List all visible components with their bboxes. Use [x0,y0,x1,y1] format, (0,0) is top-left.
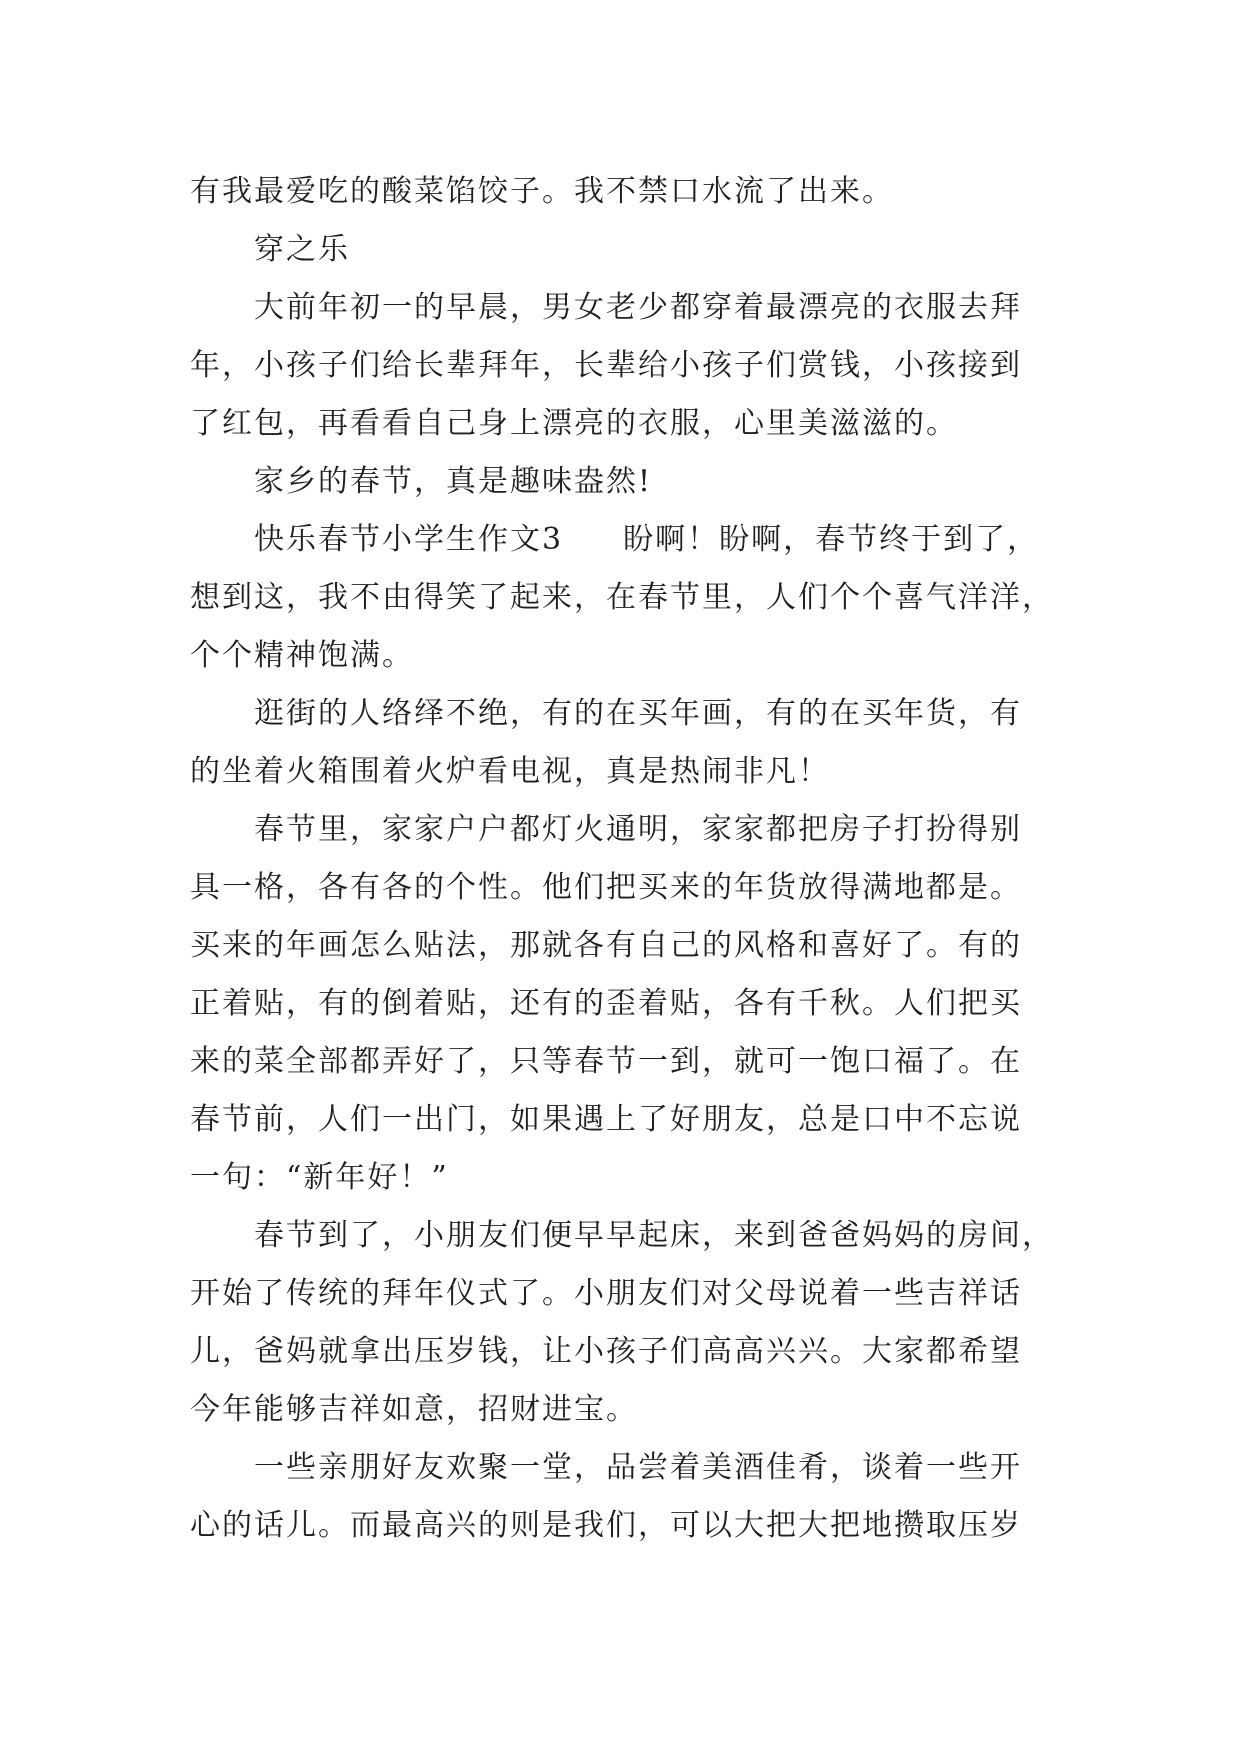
text-line: 个个精神饱满。 [190,638,414,673]
text-line: 春节前，人们一出门，如果遇上了好朋友，总是口中不忘说 [190,1102,1022,1137]
text-line: 今年能够吉祥如意，招财进宝。 [190,1392,638,1427]
text-line [190,511,1060,569]
text-line: 一些亲朋好友欢聚一堂，品尝着美酒佳肴，谈着一些开 [254,1450,1022,1485]
text-line: 有我最爱吃的酸菜馅饺子。我不禁口水流了出来。 [190,174,894,209]
text-line: 春节到了，小朋友们便早早起床，来到爸爸妈妈的房间， [254,1218,1054,1253]
text-line: 一句：“新年好！” [190,1160,449,1195]
text-line: 家乡的春节，真是趣味盎然! [254,464,653,499]
text-line: 儿，爸妈就拿出压岁钱，让小孩子们高高兴兴。大家都希望 [190,1334,1022,1369]
document-body [190,163,1060,1555]
text-line: 正着贴，有的倒着贴，还有的歪着贴，各有千秋。人们把买 [190,986,1022,1021]
essay-title: 快乐春节小学生作文3 [254,522,564,557]
text-line: 了红包，再看看自己身上漂亮的衣服，心里美滋滋的。 [190,406,958,441]
text-line: 开始了传统的拜年仪式了。小朋友们对父母说着一些吉祥话 [190,1276,1022,1311]
text-line: 春节里，家家户户都灯火通明，家家都把房子打扮得别 [254,812,1022,847]
text-line: 具一格，各有各的个性。他们把买来的年货放得满地都是。 [190,870,1022,905]
text-line: 逛街的人络绎不绝，有的在买年画，有的在买年货，有 [254,696,1022,731]
text-line: 的坐着火箱围着火炉看电视，真是热闹非凡！ [190,754,830,789]
essay-opening: 盼啊！盼啊，春节终于到了， [623,522,1040,557]
text-line: 年，小孩子们给长辈拜年，长辈给小孩子们赏钱，小孩接到 [190,348,1022,383]
text-line: 来的菜全部都弄好了，只等春节一到，就可一饱口福了。在 [190,1044,1022,1079]
section-heading: 穿之乐 [254,232,350,267]
text-line: 买来的年画怎么贴法，那就各有自己的风格和喜好了。有的 [190,928,1022,963]
text-line: 想到这，我不由得笑了起来，在春节里，人们个个喜气洋洋， [190,580,1054,615]
text-line: 心的话儿。而最高兴的则是我们，可以大把大把地攒取压岁 [190,1508,1022,1543]
text-line: 大前年初一的早晨，男女老少都穿着最漂亮的衣服去拜 [254,290,1022,325]
